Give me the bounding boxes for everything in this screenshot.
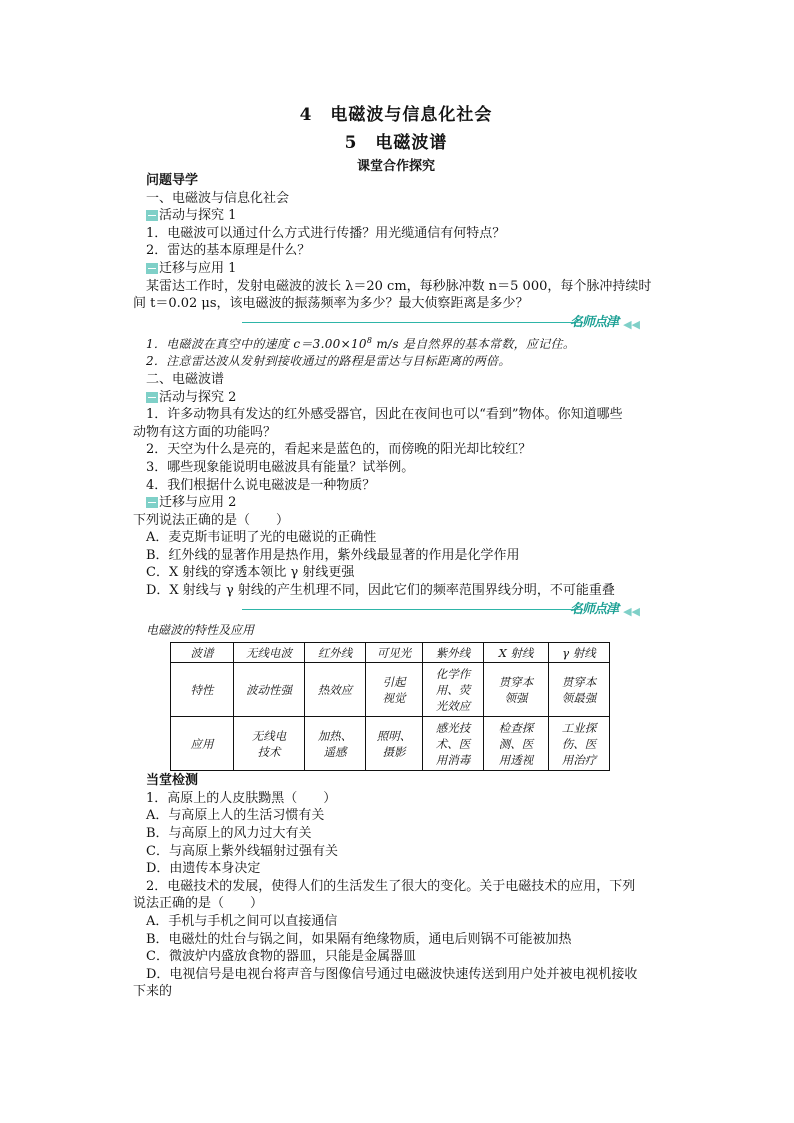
table-cell: 波动性强	[234, 663, 305, 717]
arrow-icon: ◀◀	[623, 604, 640, 618]
subheading-2: 二、电磁波谱	[146, 371, 225, 387]
option-d: D．电视信号是电视台将声音与图像信号通过电磁波快速传送到用户处并被电视机接收	[146, 966, 638, 982]
tip-divider	[146, 314, 646, 332]
header-cell: 无线电波	[234, 643, 305, 663]
table-row	[171, 663, 610, 717]
activity-label: 活动与探究 1	[159, 208, 237, 224]
content	[133, 172, 652, 1001]
table-caption: 电磁波的特性及应用	[146, 622, 255, 637]
heading-test: 当堂检测	[146, 773, 199, 789]
header-cell: 紫外线	[423, 643, 484, 663]
problem-text: 间 t＝0.02 μs，该电磁波的振荡频率为多少？最大侦察距离是多少？	[133, 296, 529, 312]
chapter-title: 4 电磁波与信息化社会	[299, 105, 493, 125]
table-cell: 贯穿本 领最强	[549, 663, 610, 717]
activity-label: 活动与探究 2	[159, 389, 237, 405]
header-cell: X 射线	[484, 643, 549, 663]
tip-note: 1．电磁波在真空中的速度 $c=3.00\times 10^8$ m/s 是自然界的基本常数，应记住。	[146, 335, 576, 351]
problem-text: 某雷达工作时，发射电磁波的波长 λ＝20 cm，每秒脉冲数 n＝5 000，每个脉冲持续时	[146, 278, 652, 294]
option-b: B．红外线的显著作用是热作用，紫外线最显著的作用是化学作用	[146, 547, 520, 563]
option-d: D．由遗传本身决定	[146, 861, 261, 877]
option-c: C．微波炉内盛放食物的器皿，只能是金属器皿	[146, 949, 416, 965]
spectrum-table	[170, 642, 610, 771]
subheading-1: 一、电磁波与信息化社会	[146, 190, 290, 206]
table-cell: 引起 视觉	[366, 663, 423, 717]
question: 2．雷达的基本原理是什么？	[146, 243, 311, 259]
tag-marker-icon	[146, 263, 158, 274]
transfer-label: 迁移与应用 2	[159, 495, 237, 511]
row-label: 特性	[171, 663, 234, 717]
activity-tag-2	[146, 389, 646, 407]
question: 说法正确的是（ ）	[133, 896, 264, 912]
option-c: C．与高原上紫外线辐射过强有关	[146, 843, 338, 859]
table-cell: 无线电 技术	[234, 717, 305, 771]
table-cell: 感光技 术、医 用消毒	[423, 717, 484, 771]
header-cell: 红外线	[305, 643, 366, 663]
table-cell: 加热、 遥感	[305, 717, 366, 771]
question-stem: 下列说法正确的是（ ）	[133, 512, 290, 528]
header-cell: γ 射线	[549, 643, 610, 663]
tag-marker-icon	[146, 210, 158, 221]
question: 动物有这方面的功能吗？	[133, 424, 277, 440]
question: 4．我们根据什么说电磁波是一种物质？	[146, 477, 376, 493]
table-cell: 工业探 伤、医 用治疗	[549, 717, 610, 771]
option-c: C．X 射线的穿透本领比 γ 射线更强	[146, 565, 355, 581]
question: 3．哪些现象能说明电磁波具有能量？试举例。	[146, 459, 415, 475]
option-a: A．手机与手机之间可以直接通信	[146, 914, 338, 929]
transfer-tag-1	[146, 260, 646, 278]
teacher-tip-badge: 名师点津	[569, 601, 618, 617]
option-a: A．麦克斯韦证明了光的电磁说的正确性	[146, 530, 377, 546]
option-b: B．与高原上的风力过大有关	[146, 826, 312, 842]
tip-note: 2．注意雷达波从发射到接收通过的路程是雷达与目标距离的两倍。	[146, 354, 511, 369]
section-title: 5 电磁波谱	[344, 133, 448, 153]
heading-guide: 问题导学	[146, 173, 199, 188]
option-a: A．与高原上人的生活习惯有关	[146, 808, 325, 824]
table-cell: 化学作 用、荧 光效应	[423, 663, 484, 717]
question: 1．高原上的人皮肤黝黑（ ）	[146, 790, 337, 806]
table-row	[171, 717, 610, 771]
option-b: B．电磁灶的灶台与锅之间，如果隔有绝缘物质，通电后则锅不可能被加热	[146, 931, 572, 947]
table-header-row	[171, 643, 610, 663]
option-d: D．X 射线与 γ 射线的产生机理不同，因此它们的频率范围界线分明，不可能重叠	[146, 583, 615, 599]
subsection-title: 课堂合作探究	[356, 159, 435, 174]
question: 1．电磁波可以通过什么方式进行传播？用光缆通信有何特点？	[146, 225, 506, 241]
arrow-icon: ◀◀	[623, 317, 640, 331]
header-cell: 可见光	[366, 643, 423, 663]
activity-tag-1	[146, 207, 646, 225]
table-cell: 检查探 测、医 用透视	[484, 717, 549, 771]
table-cell: 热效应	[305, 663, 366, 717]
table-cell: 贯穿本 领强	[484, 663, 549, 717]
transfer-label: 迁移与应用 1	[159, 260, 237, 276]
tag-marker-icon	[146, 392, 158, 403]
question: 2．天空为什么是亮的，看起来是蓝色的，而傍晚的阳光却比较红？	[146, 442, 532, 458]
tag-marker-icon	[146, 497, 158, 508]
row-label: 应用	[171, 717, 234, 771]
table-cell: 照明、 摄影	[366, 717, 423, 771]
header-cell: 波谱	[171, 643, 234, 663]
question: 2．电磁技术的发展，使得人们的生活发生了很大的变化。关于电磁技术的应用，下列	[146, 878, 636, 894]
question: 1．许多动物具有发达的红外感受器官，因此在夜间也可以“看到”物体。你知道哪些	[146, 407, 623, 423]
teacher-tip-badge: 名师点津	[569, 314, 618, 330]
tip-divider	[146, 601, 646, 619]
transfer-tag-2	[146, 494, 646, 512]
option-d-continued: 下来的	[133, 984, 173, 1000]
